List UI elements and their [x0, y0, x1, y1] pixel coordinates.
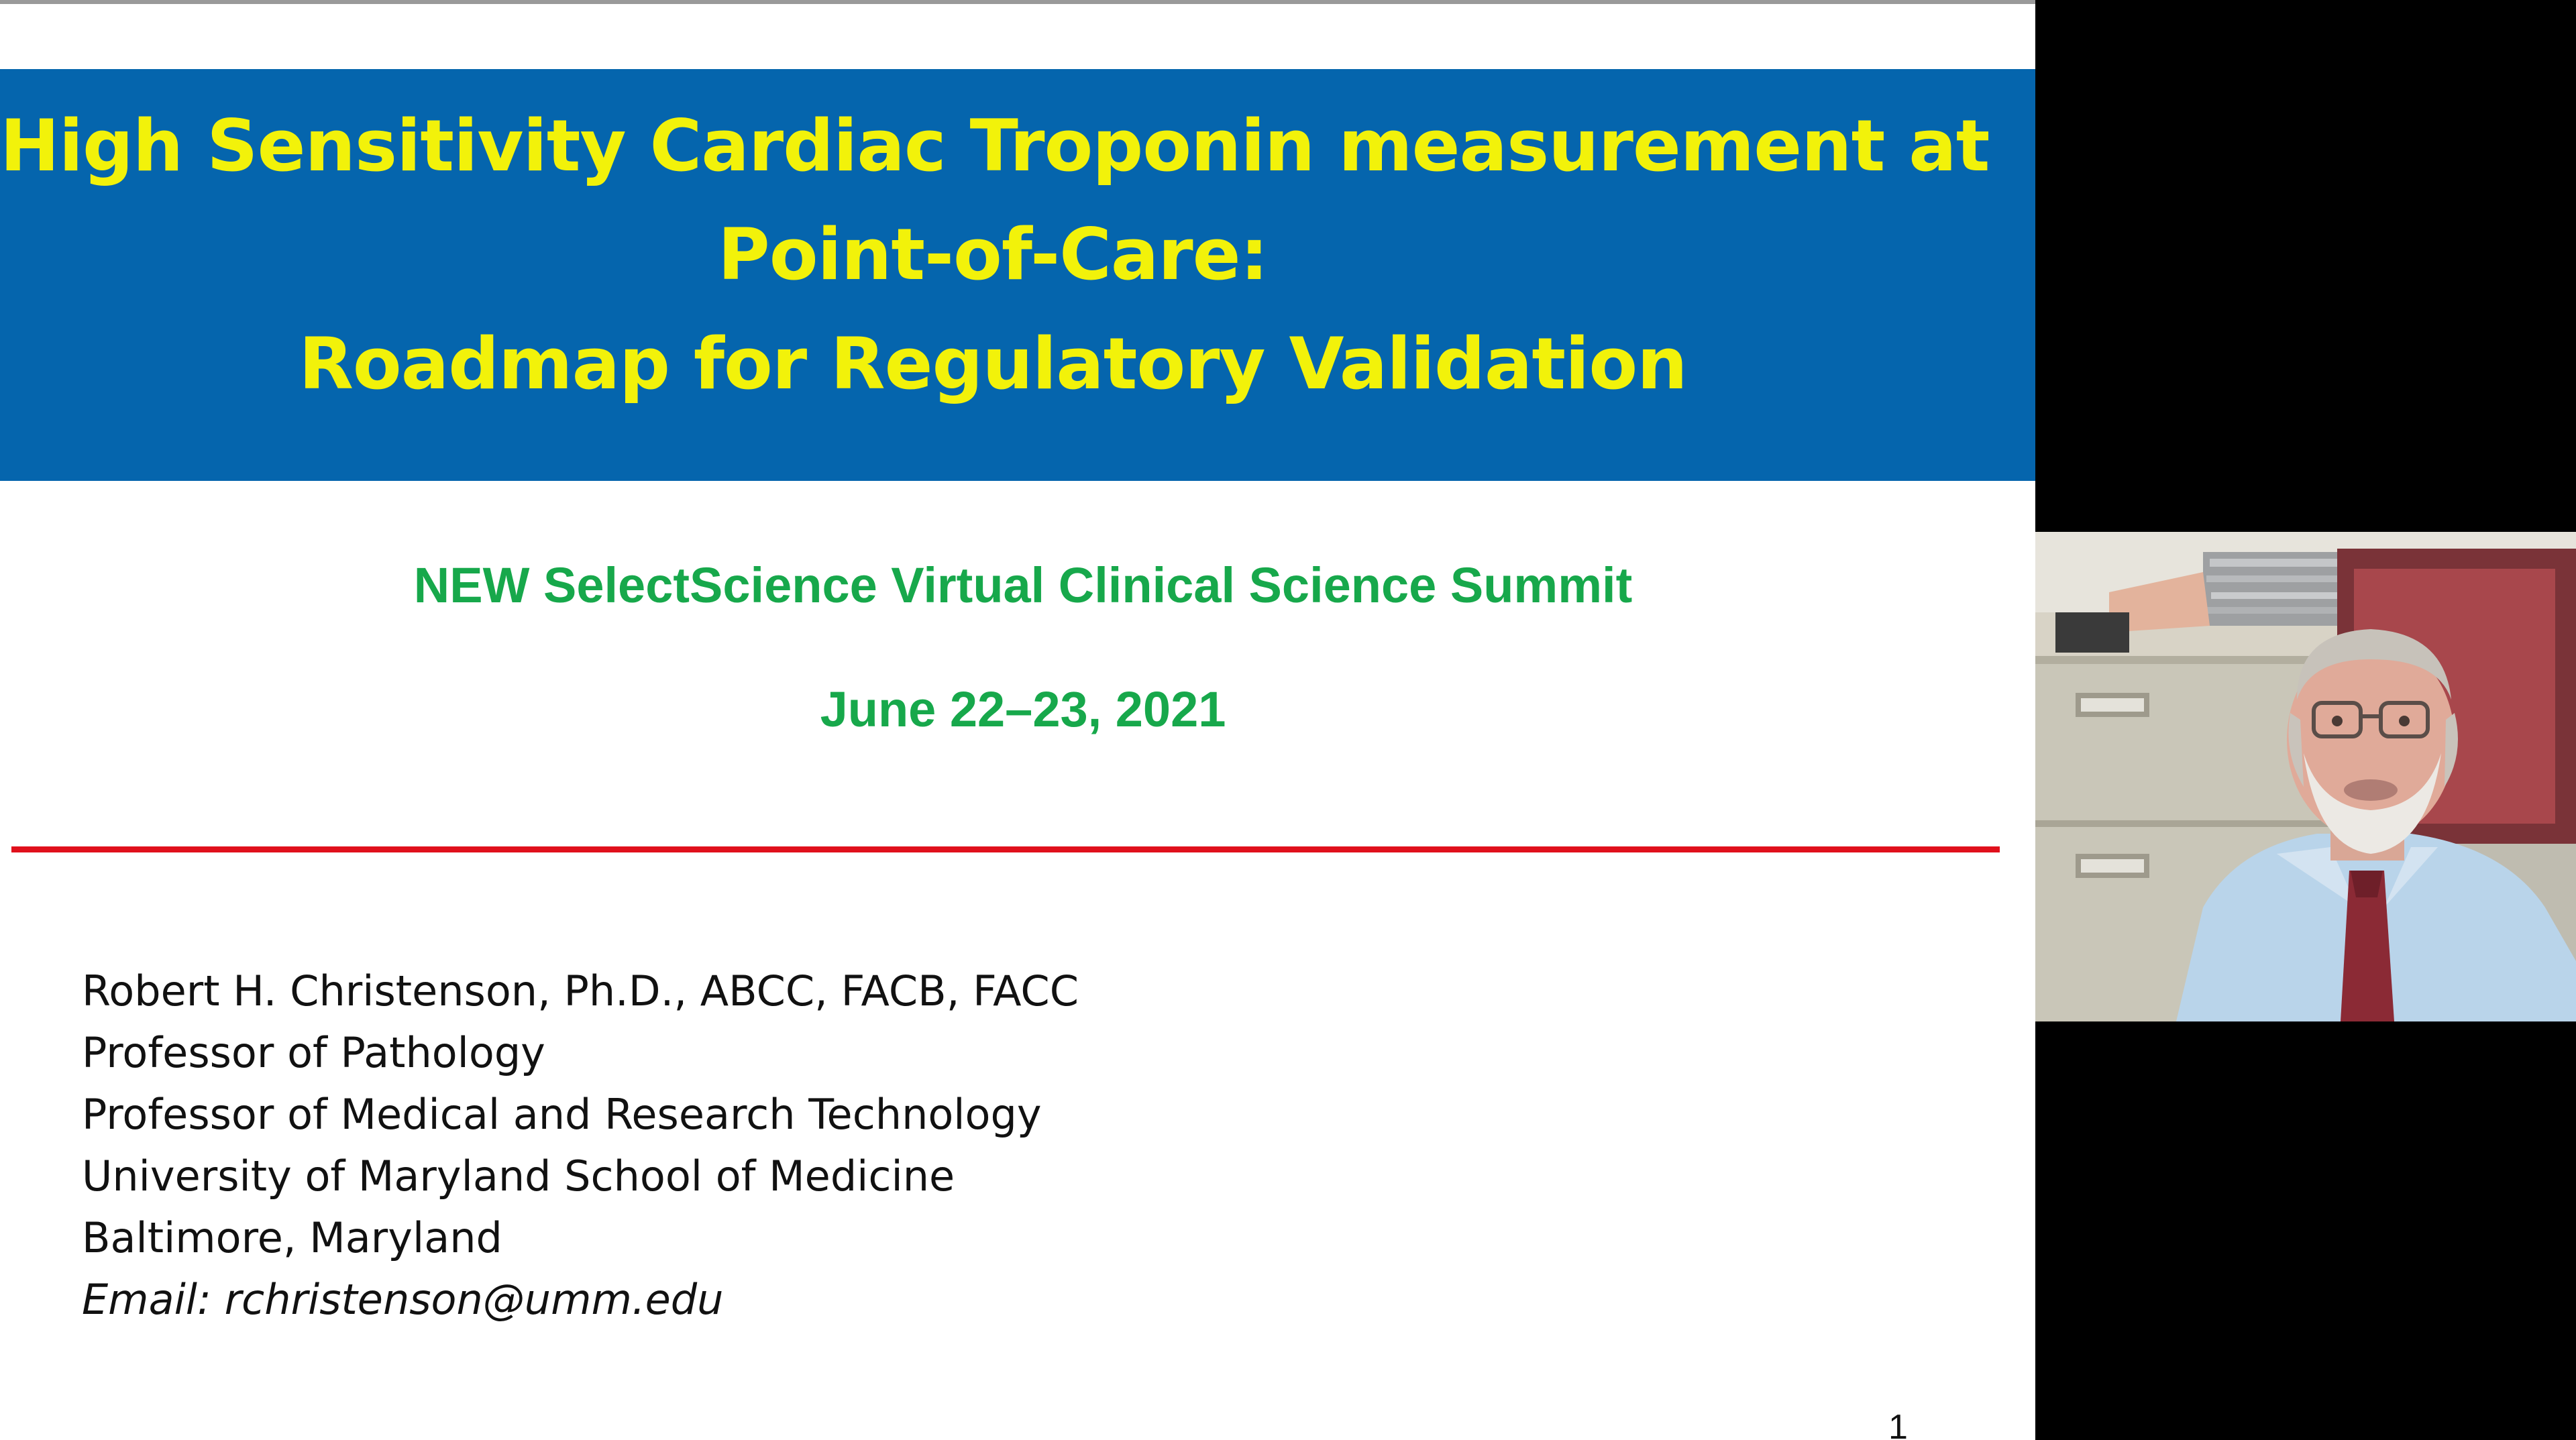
author-institution: University of Maryland School of Medicine [82, 1152, 955, 1201]
author-role-1: Professor of Pathology [82, 1028, 545, 1077]
speaker-video-image [2035, 532, 2576, 1021]
author-location: Baltimore, Maryland [82, 1213, 502, 1262]
event-name: NEW SelectScience Virtual Clinical Science Summit [413, 557, 1633, 613]
author-email: Email: rchristenson@umm.edu [82, 1275, 724, 1324]
slide-page-number: 1 [1888, 1408, 1908, 1440]
author-name: Robert H. Christenson, Ph.D., ABCC, FACB, FACC [82, 966, 1079, 1015]
author-block [82, 960, 1079, 1331]
red-divider [11, 846, 2000, 852]
slide-title-line-3: Roadmap for Regulatory Validation [299, 323, 1687, 405]
author-role-2: Professor of Medical and Research Technology [82, 1090, 1042, 1139]
event-date: June 22–23, 2021 [820, 681, 1226, 737]
slide-top-border [0, 0, 2035, 4]
slide-title-line-1: High Sensitivity Cardiac Troponin measurement at [0, 105, 1990, 187]
slide-title-line-2: Point-of-Care: [718, 213, 1268, 296]
speaker-video-tile[interactable] [2035, 532, 2576, 1021]
